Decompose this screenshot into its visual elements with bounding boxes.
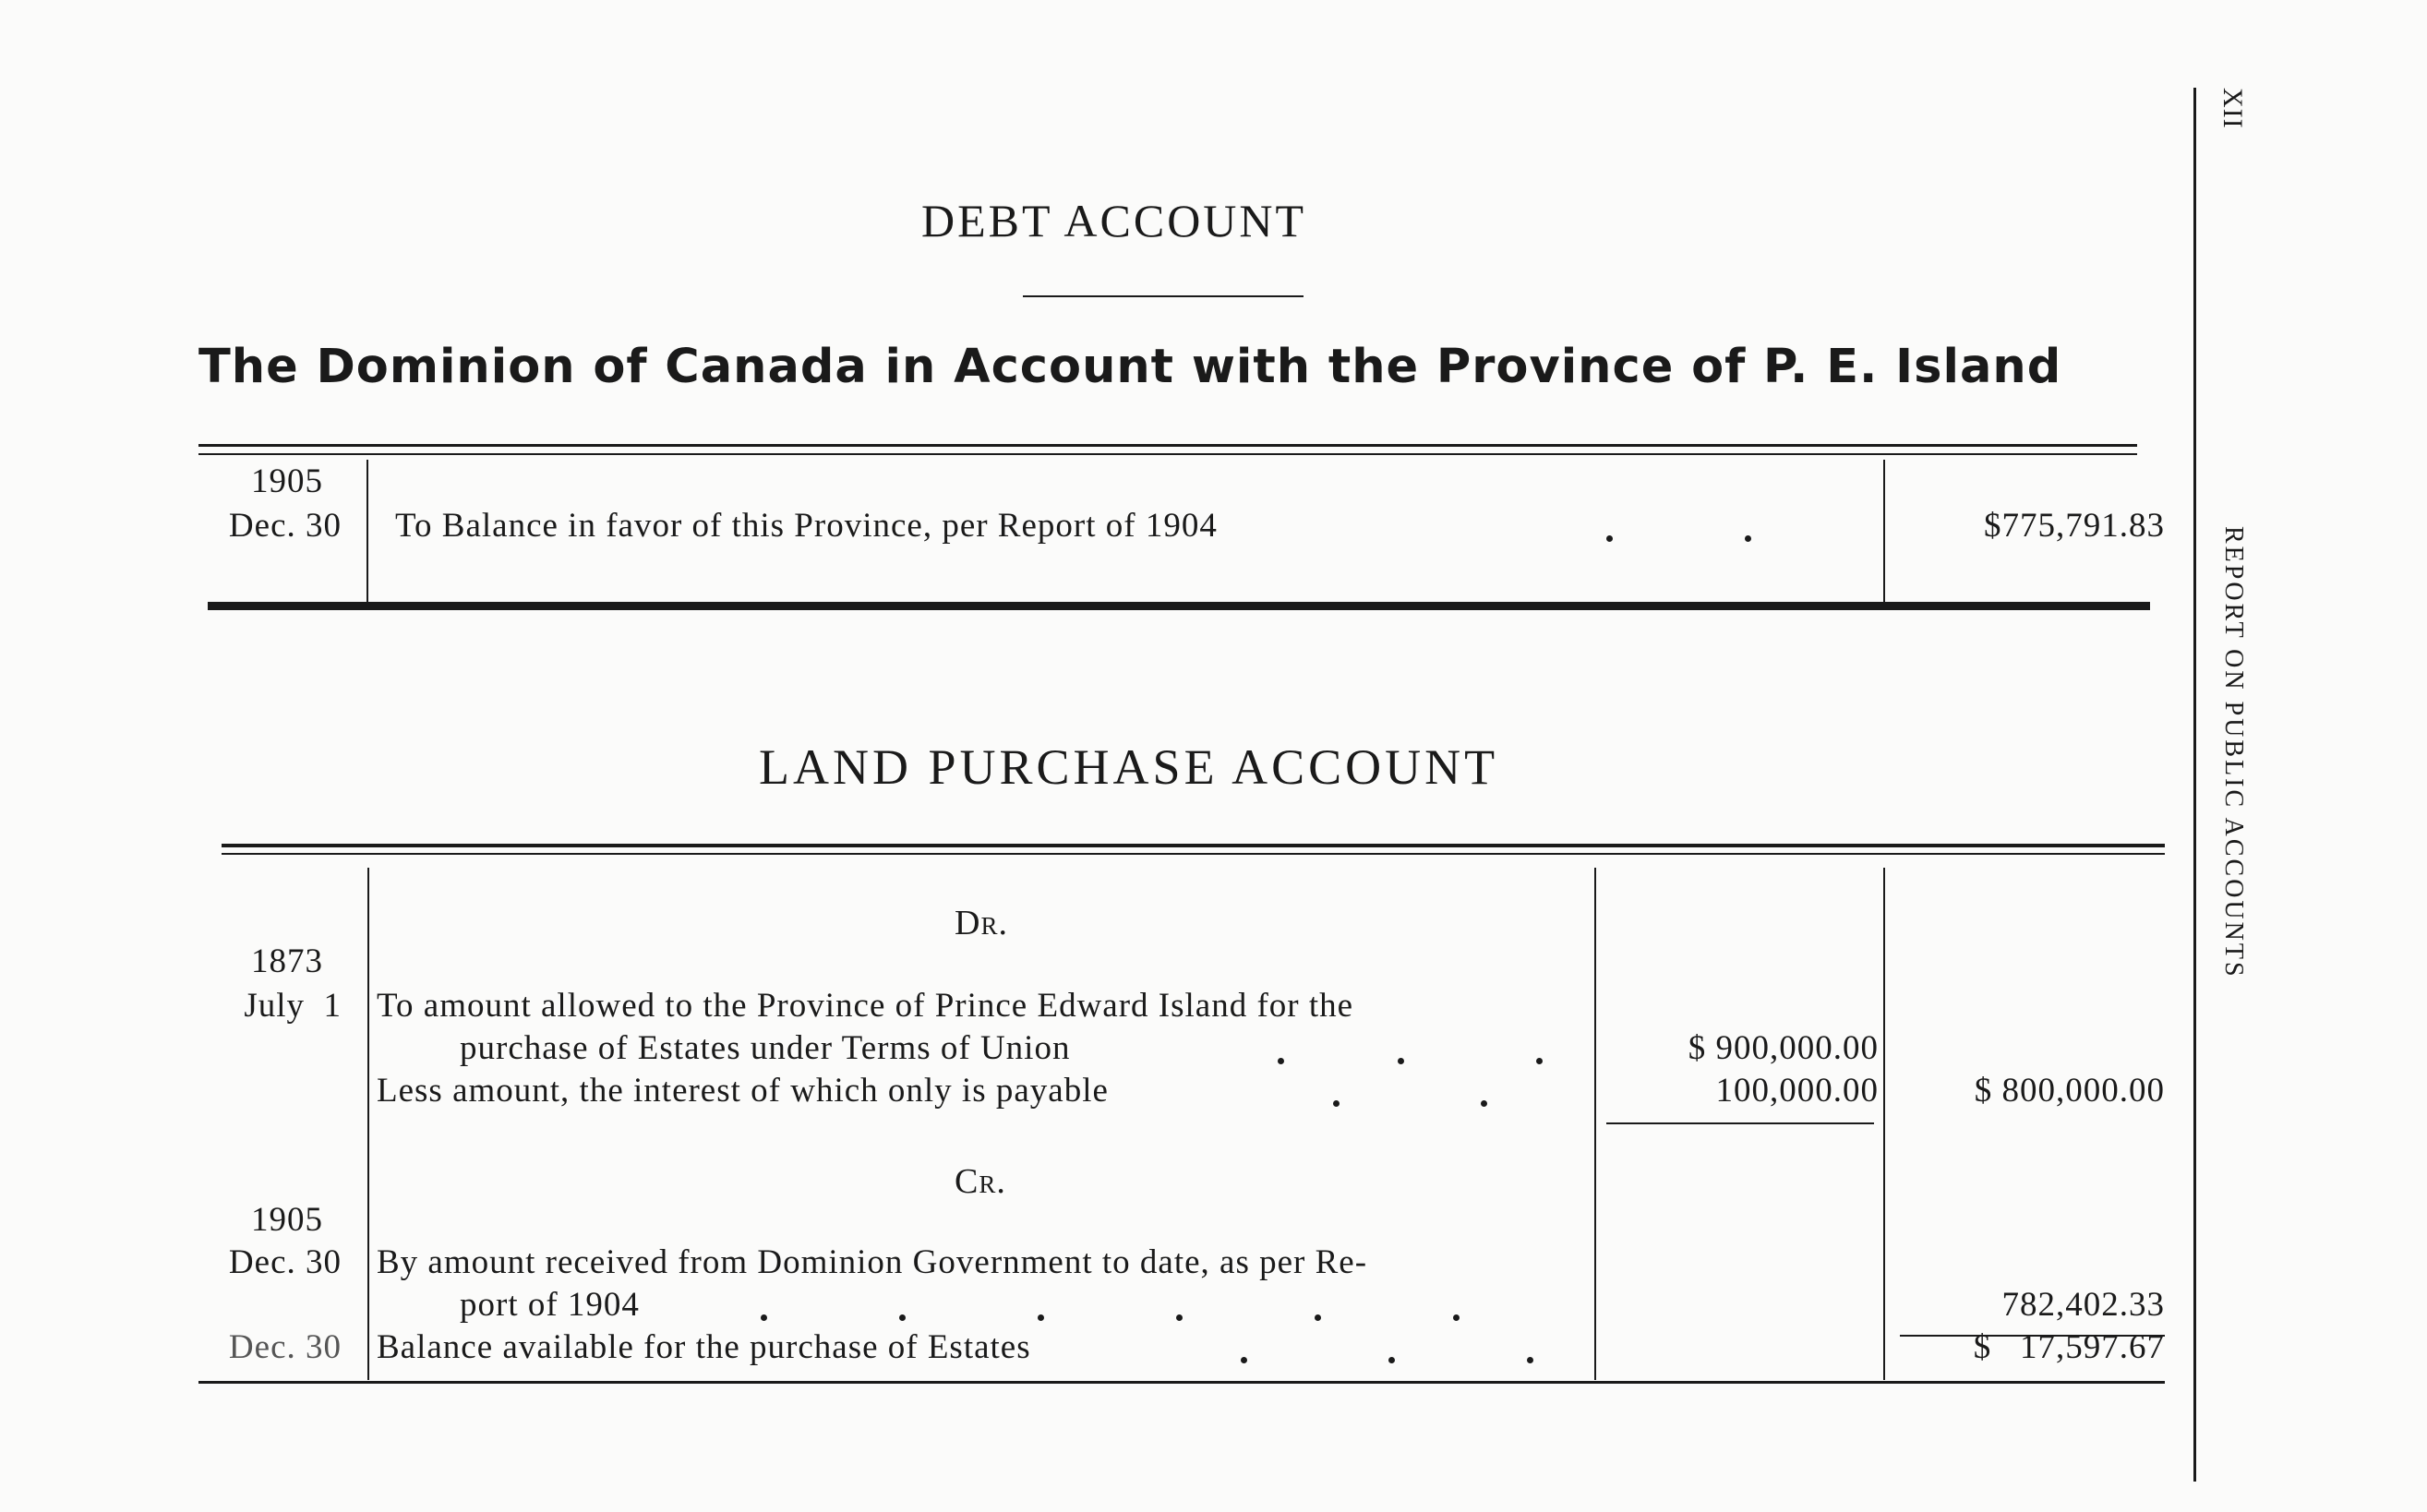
balance-date: Dec. 30 [228, 1328, 342, 1366]
land-outer-amount-column-line [1883, 868, 1885, 1380]
dr-date: July 1 [244, 987, 342, 1025]
leader-dot [1333, 1100, 1340, 1107]
dr-amount-1: $ 900,000.00 [1688, 1029, 1879, 1067]
debt-date: Dec. 30 [228, 507, 342, 545]
dr-line-3: Less amount, the interest of which only is payable [377, 1072, 1109, 1110]
running-title: REPORT ON PUBLIC ACCOUNTS [2219, 526, 2248, 979]
margin-rule [2193, 88, 2196, 1482]
debt-top-rule-2 [198, 453, 2137, 455]
debt-amount-column-line [1883, 460, 1885, 602]
dr-line-1: To amount allowed to the Province of Prince Edward Island for the [377, 987, 1354, 1025]
account-subtitle: The Dominion of Canada in Account with the Province of P. E. Island [198, 340, 2062, 394]
debt-year: 1905 [251, 462, 323, 500]
leader-dot [1398, 1058, 1404, 1064]
leader-dot [1527, 1357, 1533, 1363]
heading-divider [1023, 295, 1304, 297]
cr-date: Dec. 30 [228, 1243, 342, 1281]
cr-amount: 782,402.33 [2001, 1286, 2165, 1324]
leader-dot [1453, 1314, 1460, 1321]
leader-dot [1315, 1314, 1321, 1321]
cr-label: Cr. [955, 1162, 1006, 1201]
dr-subtotal-rule [1606, 1122, 1874, 1124]
cr-line-2: port of 1904 [460, 1286, 640, 1324]
debt-top-rule-1 [198, 444, 2137, 447]
leader-dot [1606, 535, 1613, 542]
leader-dot [1176, 1314, 1183, 1321]
cr-line-1: By amount received from Dominion Government to date, as per Re- [377, 1243, 1368, 1281]
page-number: XII [2217, 88, 2248, 129]
dr-amount-2: 100,000.00 [1715, 1072, 1879, 1110]
leader-dot [1038, 1314, 1044, 1321]
cr-year: 1905 [251, 1201, 323, 1239]
leader-dot [1278, 1058, 1284, 1064]
leader-dot [1536, 1058, 1543, 1064]
debt-bottom-rule [208, 602, 2150, 610]
dr-year: 1873 [251, 942, 323, 980]
leader-dot [1481, 1100, 1487, 1107]
leader-dot [761, 1314, 767, 1321]
balance-description: Balance available for the purchase of Estates [377, 1328, 1031, 1366]
debt-description: To Balance in favor of this Province, per Report of 1904 [395, 507, 1218, 545]
dr-line-2: purchase of Estates under Terms of Union [460, 1029, 1071, 1067]
land-bottom-rule [198, 1381, 2165, 1384]
leader-dot [1388, 1357, 1395, 1363]
leader-dot [1241, 1357, 1247, 1363]
land-inner-amount-column-line [1594, 868, 1596, 1380]
debt-amount: $775,791.83 [1984, 507, 2165, 545]
balance-amount: $ 17,597.67 [1973, 1328, 2165, 1366]
dr-total: $ 800,000.00 [1974, 1072, 2165, 1110]
dr-label: Dr. [955, 904, 1008, 942]
land-purchase-heading: LAND PURCHASE ACCOUNT [759, 739, 1499, 795]
land-top-rule-1 [222, 844, 2165, 847]
debt-date-column-line [366, 460, 368, 602]
leader-dot [899, 1314, 906, 1321]
leader-dot [1745, 535, 1751, 542]
debt-account-heading: DEBT ACCOUNT [921, 195, 1307, 246]
land-top-rule-2 [222, 853, 2165, 855]
land-date-column-line [367, 868, 369, 1380]
